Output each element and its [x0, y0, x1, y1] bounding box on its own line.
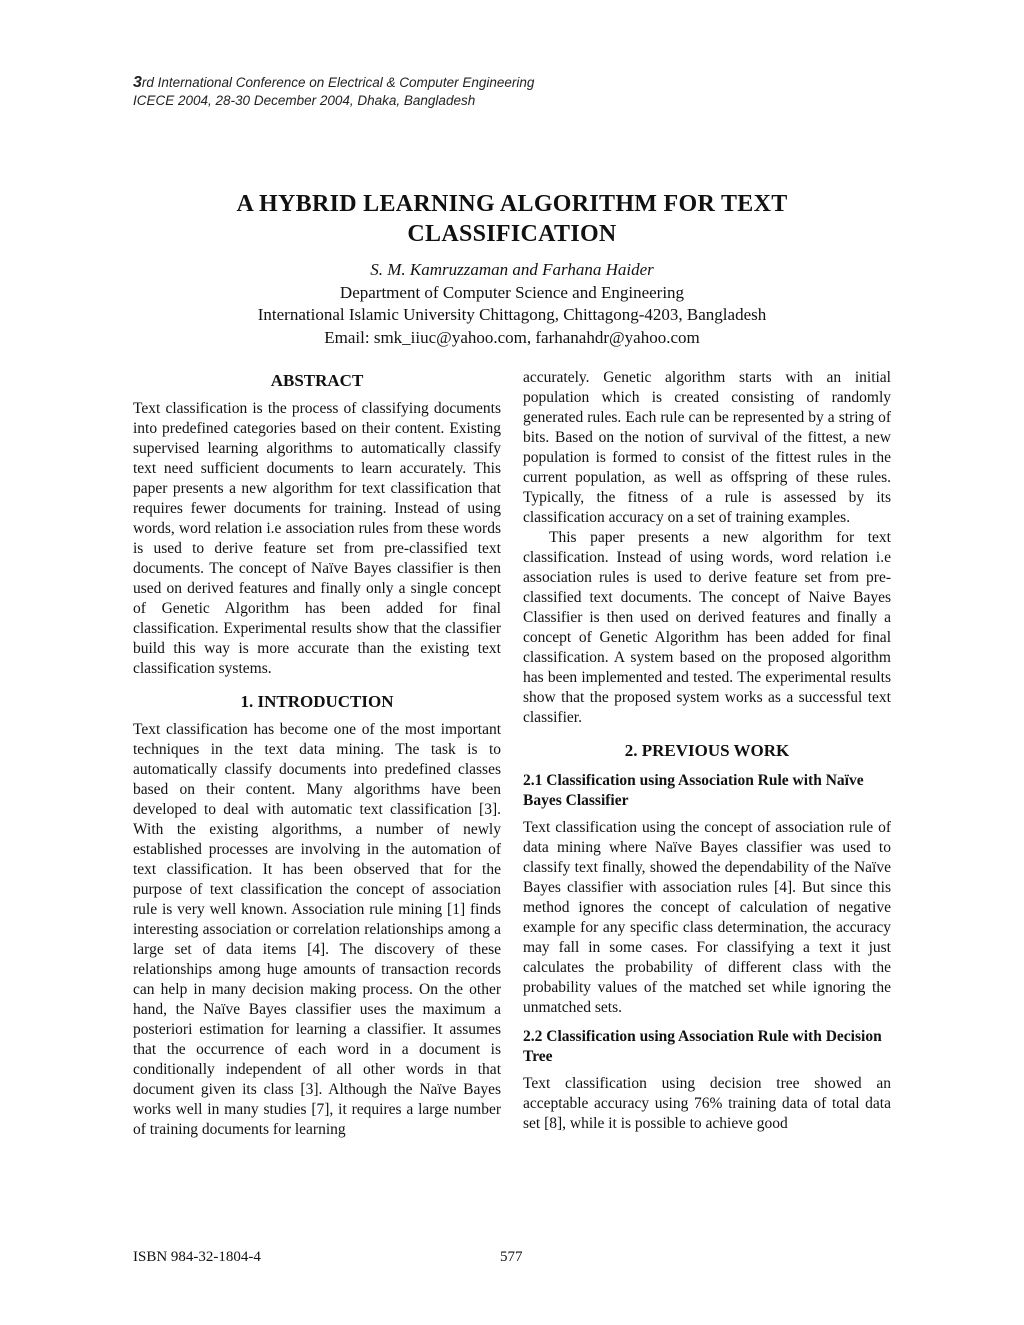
conference-header [133, 74, 534, 110]
conference-name: rd International Conference on Electrical & Computer Engineering [141, 75, 535, 90]
left-column [133, 368, 501, 1140]
author-names: S. M. Kamruzzaman and Farhana Haider [370, 260, 654, 279]
section-2-1-text: Text classification using the concept of association rule of data mining where Naïve Bayes classifier was used to classify text finally, showed the dependability of the Naïve Bayes classifier with association rules [4]. But since this method ignores the concept of calculation of negative example for any specific class determination, the accuracy may fall in some cases. For classifying a text it just calculates the probability of different class with the probability values of the matched set while ignoring the unmatched sets. [523, 819, 891, 1016]
conference-line-2: ICECE 2004, 28-30 December 2004, Dhaka, Bangladesh [133, 93, 476, 108]
introduction-paragraph-1-continued: accurately. Genetic algorithm starts with an initial population which is created consisting of randomly generated rules. Each rule can be represented by a string of bits. Based on the notion of survival of the fittest, a new population is formed to consist of the fittest rules in the current population, as well as offspring of these rules. Typically, the fitness of a rule is assessed by its classification accuracy on a set of training examples. [523, 369, 891, 526]
title-line-1: A HYBRID LEARNING ALGORITHM FOR TEXT [236, 191, 788, 217]
section-2-2-heading: 2.2 Classification using Association Rule with Decision Tree [523, 1028, 882, 1065]
previous-work-heading: 2. PREVIOUS WORK [624, 741, 790, 760]
introduction-paragraph-2: This paper presents a new algorithm for text classification. Instead of using words, word relation i.e association rules is used to derive feature set from pre-classified text documents. The concept of Naive Bayes Classifier is then used on derived features and finally a concept of Genetic Algorithm has been added for final classification. A system based on the proposed algorithm has been implemented and tested. The experimental results show that the proposed system works as a successful text classifier. [523, 529, 891, 726]
introduction-heading: 1. INTRODUCTION [240, 692, 394, 711]
page-number: 577 [500, 1249, 523, 1265]
author-department: Department of Computer Science and Engineering [339, 282, 685, 302]
right-column [523, 368, 891, 1134]
author-university: International Islamic University Chittagong, Chittagong-4203, Bangladesh [257, 305, 767, 324]
conference-line-1 [133, 74, 534, 92]
isbn: ISBN 984-32-1804-4 [133, 1249, 261, 1265]
section-2-2-text: Text classification using decision tree showed an acceptable accuracy using 76% training data of total data set [8], while it is possible to achieve good [523, 1075, 891, 1132]
title-line-2: CLASSIFICATION [407, 221, 617, 247]
conference-number: 3 [133, 74, 142, 91]
author-email: Email: smk_iiuc@yahoo.com, farhanahdr@yahoo.com [324, 327, 700, 347]
abstract-text: Text classification is the process of classifying documents into predefined categories based on their content. Existing supervised learning algorithms to automatically classify text need sufficient documents to learn accurately. This paper presents a new algorithm for text classification that requires fewer documents for training. Instead of using words, word relation i.e association rules from these words is used to derive feature set from pre-classified text documents. The concept of Naïve Bayes classifier is then used on derived features and finally only a single concept of Genetic Algorithm has been added for final classification. Experimental results show that the classifier build this way is more accurate than the existing text classification systems. [133, 400, 501, 677]
introduction-paragraph-1: Text classification has become one of the most important techniques in the text data mining. The task is to automatically classify documents into predefined classes based on their content. Many algorithms have been developed to deal with automatic text classification [3]. With the existing algorithms, a number of newly established processes are involving in the automation of text classification. It has been observed that for the purpose of text classification the concept of association rule is very well known. Association rule mining [1] finds interesting association or correlation relationships among a large set of data items [4]. The discovery of these relationships among huge amounts of transaction records can help in many decision making process. On the other hand, the Naïve Bayes classifier uses the maximum a posteriori estimation for learning a classifier. It assumes that the occurrence of each word in a document is conditionally independent of all other words in that document given its class [3]. Although the Naïve Bayes works well in many studies [7], it requires a large number of training documents for learning [133, 721, 501, 1138]
author-block [150, 259, 874, 349]
section-2-1-heading: 2.1 Classification using Association Rule with Naïve Bayes Classifier [523, 772, 864, 809]
abstract-heading: ABSTRACT [270, 371, 364, 390]
paper-title [150, 189, 874, 249]
